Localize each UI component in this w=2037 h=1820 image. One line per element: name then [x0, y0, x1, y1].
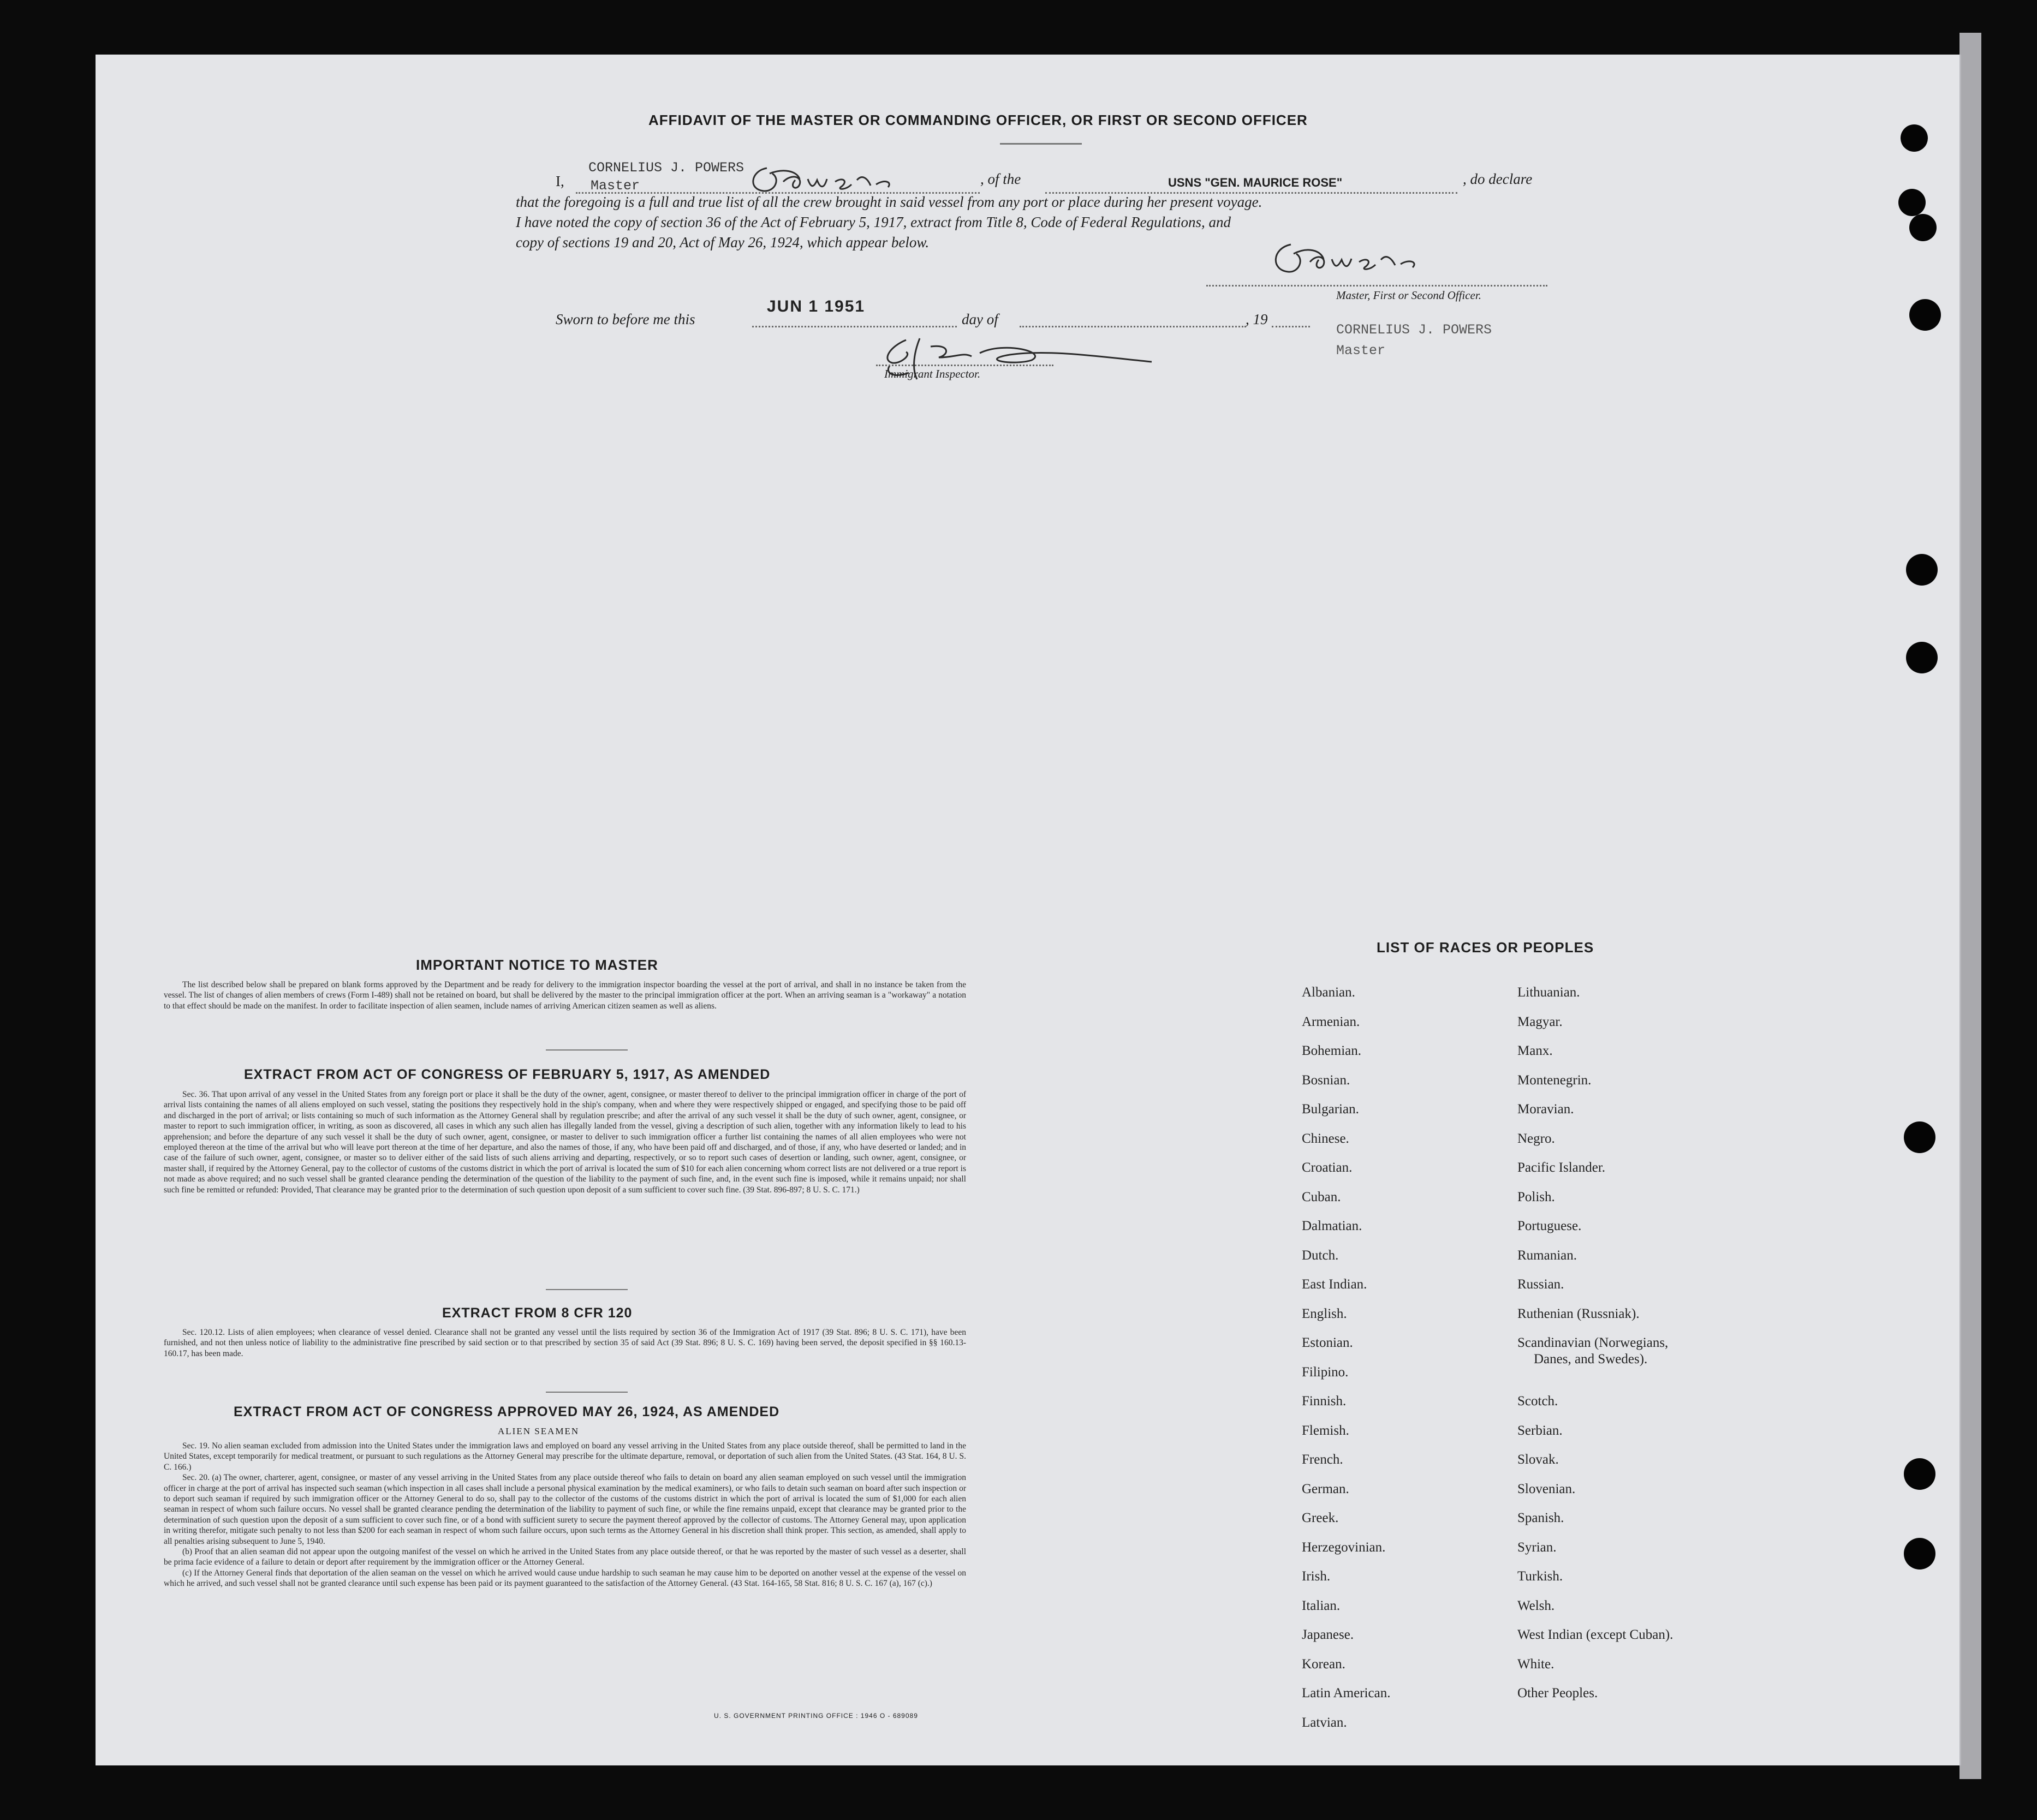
race-item: Croatian. [1302, 1160, 1353, 1175]
race-item: Slovenian. [1517, 1481, 1576, 1496]
punch-hole [1901, 124, 1928, 152]
race-item: English. [1302, 1306, 1347, 1321]
notice-title: IMPORTANT NOTICE TO MASTER [416, 957, 658, 973]
notice-body [164, 980, 966, 1011]
race-item: Japanese. [1302, 1627, 1354, 1642]
races-right-column [1517, 978, 1673, 1708]
race-item: French. [1302, 1452, 1343, 1467]
race-item: Pacific Islander. [1517, 1160, 1606, 1175]
race-item: Ruthenian (Russniak). [1517, 1306, 1640, 1321]
race-item: White. [1517, 1656, 1554, 1672]
extract-cfr-rule [546, 1392, 628, 1393]
race-item: Greek. [1302, 1511, 1339, 1525]
extract-1917-title: EXTRACT FROM ACT OF CONGRESS OF FEBRUARY 5, 1917, AS AMENDED [244, 1067, 771, 1082]
sworn-date-stamp: JUN 1 1951 [767, 297, 866, 315]
extract-1924-body [164, 1441, 966, 1589]
stamped-rank-2: Master [1336, 343, 1386, 359]
year-prefix: , 19 [1246, 311, 1268, 327]
punch-hole [1906, 642, 1938, 673]
sec20c-text: (c) If the Attorney General finds that deportation of the alien seaman on the vessel on which he arrived would cause undue hardship to such seaman he may cause him to be deported on another vessel at the expense of the vessel on which he arrived, and such vessel shall not be granted clearance until such expense has been paid or its payment guaranteed to the satisfaction of the Attorney General. (43 Stat. 164-165, 58 Stat. 816; 8 U. S. C. 167 (a), 167 (c).) [164, 1568, 966, 1589]
race-item: Scotch. [1517, 1394, 1558, 1409]
signature-caption: Master, First or Second Officer. [1336, 289, 1481, 302]
race-item: Russian. [1517, 1277, 1564, 1292]
race-item: Latin American. [1302, 1686, 1391, 1700]
race-item: Herzegovinian. [1302, 1539, 1386, 1555]
race-item: East Indian. [1302, 1277, 1367, 1292]
back-sheet-edge [1959, 33, 1981, 1779]
stamped-name-2: CORNELIUS J. POWERS [1336, 322, 1492, 338]
signature-dotted-line [1206, 285, 1547, 287]
race-item: Bohemian. [1302, 1043, 1362, 1058]
race-item-line: Scandinavian (Norwegians, [1517, 1335, 1669, 1350]
i-label: I, [556, 173, 564, 189]
race-item: Irish. [1302, 1569, 1331, 1584]
punch-hole [1906, 554, 1938, 586]
race-item: Magyar. [1517, 1014, 1563, 1029]
punch-hole [1904, 1121, 1935, 1153]
race-item: German. [1302, 1481, 1349, 1496]
race-item: Welsh. [1517, 1598, 1555, 1613]
title-rule [1000, 143, 1082, 145]
affidavit-line-3: I have noted the copy of section 36 of the Act of February 5, 1917, extract from Title 8, Code of Federal Regulations, and [516, 214, 1231, 230]
race-item: Spanish. [1517, 1511, 1564, 1525]
race-item: Serbian. [1517, 1423, 1563, 1438]
race-item: Estonian. [1302, 1335, 1353, 1350]
race-item: Other Peoples. [1517, 1686, 1598, 1700]
sworn-dotted-line [752, 326, 957, 327]
race-item: Chinese. [1302, 1131, 1349, 1146]
race-item: West Indian (except Cuban). [1517, 1627, 1673, 1642]
races-left-column [1302, 978, 1390, 1737]
race-item: Latvian. [1302, 1715, 1347, 1730]
race-item: Negro. [1517, 1131, 1555, 1146]
extract-cfr-title: EXTRACT FROM 8 CFR 120 [442, 1305, 633, 1321]
affidavit-line-4: copy of sections 19 and 20, Act of May 26, 1924, which appear below. [516, 234, 930, 250]
race-item: Polish. [1517, 1189, 1555, 1204]
race-item: Turkish. [1517, 1569, 1563, 1584]
race-item: Slovak. [1517, 1452, 1559, 1467]
race-item: Italian. [1302, 1598, 1341, 1613]
race-item: Moravian. [1517, 1102, 1574, 1117]
race-item: Korean. [1302, 1656, 1345, 1672]
race-item: Albanian. [1302, 985, 1355, 1000]
year-dotted-line [1272, 326, 1310, 327]
race-item: Dalmatian. [1302, 1219, 1362, 1233]
extract-1917-rule [546, 1289, 628, 1290]
affidavit-line-2: that the foregoing is a full and true list of all the crew brought in said vessel from any port or place during her present voyage. [516, 194, 1262, 210]
race-item: Finnish. [1302, 1394, 1347, 1409]
inspector-dotted-line [876, 365, 1053, 366]
extract-1917-body [164, 1089, 966, 1195]
race-item-line: Danes, and Swedes). [1534, 1352, 1648, 1367]
punch-hole [1898, 189, 1926, 216]
race-item-two-line [1517, 1328, 1673, 1387]
sworn-label: Sworn to before me this [556, 311, 695, 327]
extract-cfr-body [164, 1327, 966, 1359]
of-the-label: , of the [980, 171, 1021, 187]
notice-text: The list described below shall be prepared on blank forms approved by the Department and be ready for delivery to the immigration inspector boarding the vessel at the port of arrival, and shall in no instance be taken from the vessel. The list of changes of alien members of crews (Form I-489) shall not be retained on board, but shall be delivered by the master to the principal immigration officer at the port. When an arriving seaman is a "workaway" a notation to that effect should be made on the manifest. In order to facilitate inspection of alien seamen, include names of arriving American citizen seamen as well as aliens. [164, 980, 966, 1011]
race-item: Filipino. [1302, 1364, 1349, 1380]
race-item: Flemish. [1302, 1423, 1349, 1438]
extract-1924-title: EXTRACT FROM ACT OF CONGRESS APPROVED MAY 26, 1924, AS AMENDED [234, 1404, 780, 1419]
races-title: LIST OF RACES OR PEOPLES [1377, 939, 1594, 956]
sec120-text: Sec. 120.12. Lists of alien employees; when clearance of vessel denied. Clearance shall not be granted any vessel until the lists required by section 36 of the Immigration Act of 1917 (39 Stat. 896; 8 U. S. C. 171), have been furnished, and not then unless notice of liability to the administrative fine prescribed by said section or to that prescribed by section 35 of said Act (39 Stat. 896; 8 U. S. C. 169) having been served, the deposit specified in §§ 160.13-160.17, has been made. [164, 1328, 966, 1358]
punch-hole [1909, 299, 1941, 331]
race-item: Bulgarian. [1302, 1102, 1359, 1117]
race-item: Syrian. [1517, 1539, 1557, 1555]
punch-hole [1904, 1538, 1935, 1570]
race-item: Montenegrin. [1517, 1072, 1592, 1088]
punch-hole [1909, 214, 1937, 241]
month-dotted-line [1020, 326, 1246, 327]
affidavit-title: AFFIDAVIT OF THE MASTER OR COMMANDING OFFICER, OR FIRST OR SECOND OFFICER [648, 112, 1308, 128]
stamped-name: CORNELIUS J. POWERS [588, 160, 744, 176]
race-item: Dutch. [1302, 1248, 1339, 1263]
race-item: Lithuanian. [1517, 985, 1580, 1000]
day-of-label: day of [962, 311, 998, 327]
stamped-rank: Master [591, 178, 640, 194]
do-declare-label: , do declare [1463, 171, 1533, 187]
punch-hole [1904, 1458, 1935, 1490]
sec36-text: Sec. 36. That upon arrival of any vessel in the United States from any foreign port or place it shall be the duty of the owner, agent, consignee, or master thereof to deliver to the principal immigration officer in charge of the port of arrival lists containing the names of all aliens employed on such vessel, stating the positions they respectively hold in the ship's company, when and where they were respectively shipped or engaged, and specifying those to be paid off and discharged in the port of arrival; or lists containing so much of such information as the Attorney General shall by regulation prescribe; and after the arrival of any such vessel it shall be the duty of such owner, agent, consignee, or master to report to such immigration officer, in writing, as soon as discovered, all cases in which any such alien has illegally landed from the vessel, giving a description of such alien, together with any information likely to lead to his apprehension; and before the departure of any such vessel it shall be the duty of such owner, agent, consignee, or master to deliver to such immigration officer a further list containing the names of all alien employees who were not employed thereon at the time of the arrival but who will leave port thereon at the time of her departure, and also the names of those, if any, who have been paid off and discharged, and of those, if any, who have deserted or landed; and in case of the failure of such owner, agent, consignee, or master so to deliver either of the said lists of such aliens arriving and departing, respectively, or so to report such cases of desertion or landing, such owner, agent, consignee, or master shall, if required by the Attorney General, pay to the collector of customs of the customs district in which the port of arrival is located the sum of $10 for each alien concerning whom correct lists are not delivered or a true report is not made as above required; and no such vessel shall be granted clearance pending the determination of the question of the liability to the payment of such fine, and, in the event such fine is imposed, while it remains unpaid; nor shall such fine be remitted or refunded: Provided, That clearance may be granted prior to the determination of such question upon deposit of a sum sufficient to cover such fine. (39 Stat. 896-897; 8 U. S. C. 171.) [164, 1090, 966, 1195]
printer-imprint: U. S. GOVERNMENT PRINTING OFFICE : 1946 O - 689089 [714, 1712, 918, 1720]
notice-rule [546, 1049, 628, 1051]
inspector-caption: Immigrant Inspector. [884, 367, 981, 380]
sec20a-text: Sec. 20. (a) The owner, charterer, agent, consignee, or master of any vessel arriving in the United States from any place outside thereof who fails to detain on board any alien seaman employed on such vessel until the immigration officer in charge at the port of arrival has inspected such seaman (which inspection in all cases shall include a personal physical examination by the medical examiners), or who fails to detain such seaman on board after such inspection or to deport such seaman if required by such immigration officer or the Attorney General to do so, shall pay to the collector of the customs of the customs district in which the port of arrival is located the sum of $1,000 for each alien seaman in respect of whom such failure occurs. No vessel shall be granted clearance pending the determination of the liability to payment of such fine, or while the fine remains unpaid, except that clearance may be granted prior to the determination of such question upon the deposit of a sum sufficient to cover such fine, or of a bond with sufficient surety to secure the payment thereof approved by the collector of customs. The Attorney General may, upon application in writing therefor, mitigate such penalty to not less than $200 for each seaman in respect of whom such failure occurs, upon such terms as the Attorney General in his discretion shall think proper. This section, as amended, shall apply to all penalties arising subsequent to June 5, 1940. [164, 1473, 966, 1546]
race-item: Portuguese. [1517, 1219, 1582, 1233]
race-item: Cuban. [1302, 1189, 1341, 1204]
sec19-text: Sec. 19. No alien seaman excluded from admission into the United States under the immigration laws and employed on board any vessel arriving in the United States from any place outside thereof, shall be permitted to land in the United States, except temporarily for medical treatment, or pursuant to such regulations as the Attorney General may prescribe for the ultimate departure, removal, or deportation of such alien from the United States. (43 Stat. 164, 8 U. S. C. 166.) [164, 1441, 966, 1472]
race-item: Bosnian. [1302, 1072, 1350, 1088]
powers-signature-master [1266, 235, 1452, 278]
race-item: Manx. [1517, 1043, 1553, 1058]
race-item: Armenian. [1302, 1014, 1360, 1029]
vessel-name: USNS "GEN. MAURICE ROSE" [1168, 176, 1343, 189]
sec20b-text: (b) Proof that an alien seaman did not appear upon the outgoing manifest of the vessel on which he arrived in the United States from any place outside thereof, or that he was reported by the master of such vessel as a deserter, shall be prima facie evidence of a failure to detain or deport after requirement by the immigration officer or the Attorney General. [164, 1547, 966, 1567]
race-item: Rumanian. [1517, 1248, 1577, 1263]
alien-seamen-subtitle: ALIEN SEAMEN [498, 1426, 580, 1436]
